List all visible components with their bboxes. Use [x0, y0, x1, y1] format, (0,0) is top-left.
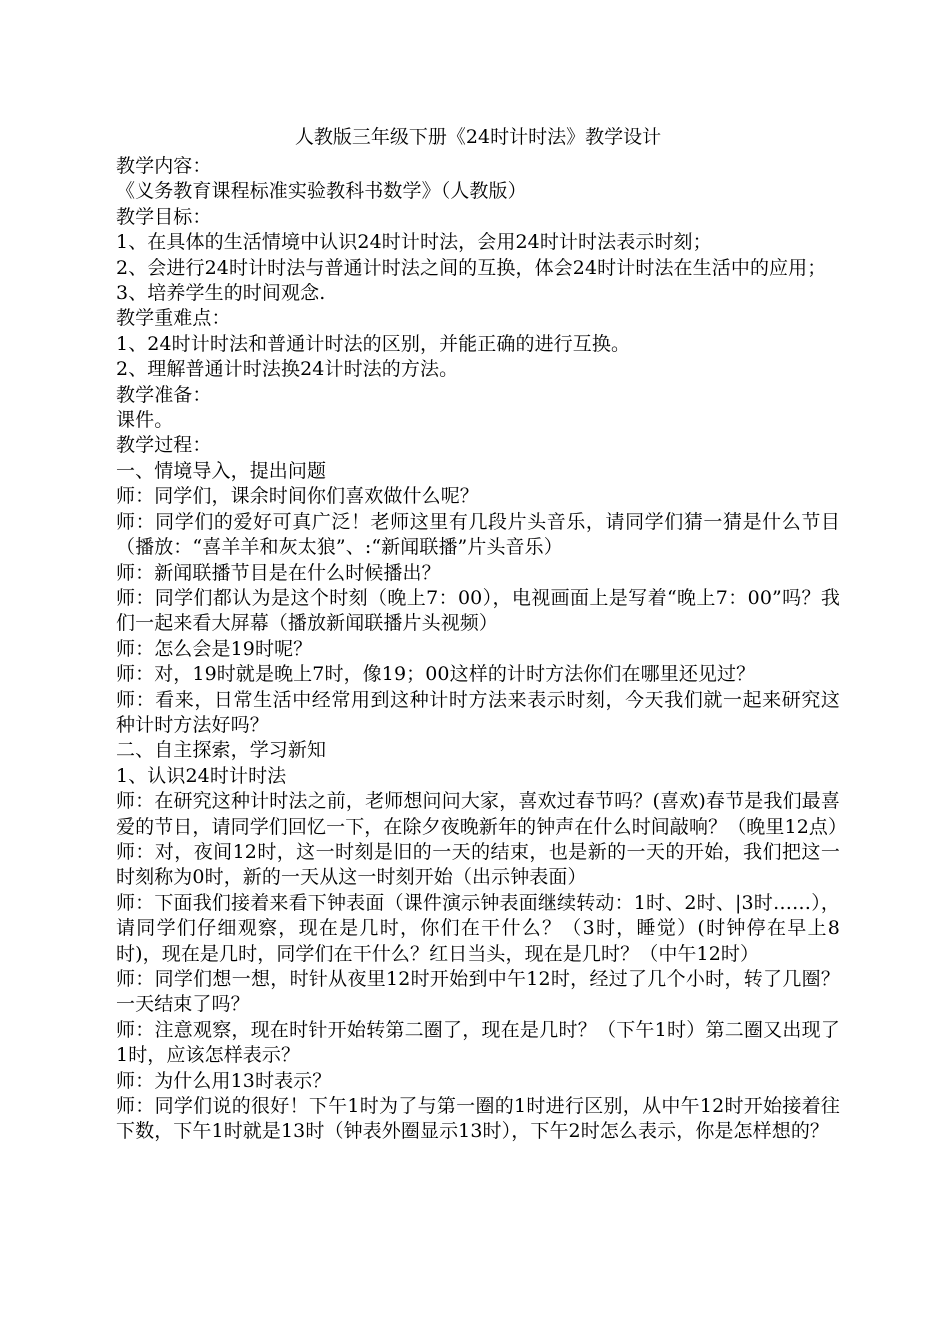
paragraph: 《义务教育课程标准实验教科书数学》（人教版） — [116, 180, 527, 203]
document-page — [116, 123, 848, 1145]
paragraph: 师：注意观察，现在时针开始转第二圈了，现在是几时？（下午1时）第二圈又出现了1时，应该怎样表示？ — [116, 1018, 840, 1067]
paragraph: 师：对，夜间12时，这一时刻是旧的一天的结束，也是新的一天的开始，我们把这一时刻称为0时，新的一天从这一时刻开始（出示钟表面） — [116, 840, 840, 889]
paragraph: 师：同学们说的很好！下午1时为了与第一圈的1时进行区别，从中午12时开始接着往下数，下午1时就是13时（钟表外圈显示13时），下午2时怎么表示，你是怎样想的？ — [116, 1095, 840, 1143]
paragraph: 教学准备： — [116, 383, 212, 406]
paragraph: 1、认识24时计时法 — [116, 764, 287, 787]
paragraph: 教学重难点： — [116, 307, 231, 330]
paragraph: 教学过程： — [116, 434, 212, 457]
paragraph: 师：对，19时就是晚上7时，像19；00这样的计时方法你们在哪里还见过？ — [116, 663, 756, 686]
paragraph: 师：看来，日常生活中经常用到这种计时方法来表示时刻，今天我们就一起来研究这种计时方法好吗？ — [116, 688, 840, 736]
paragraph: 二、自主探索，学习新知 — [116, 739, 327, 762]
paragraph: 师：怎么会是19时呢？ — [116, 637, 313, 660]
paragraph: 一、情境导入，提出问题 — [116, 459, 327, 482]
paragraph: 1、24时计时法和普通计时法的区别，并能正确的进行互换。 — [116, 332, 631, 355]
paragraph: 2、理解普通计时法换24计时法的方法。 — [116, 358, 459, 381]
paragraph: 课件。 — [116, 409, 174, 432]
paragraph: 师：同学们的爱好可真广泛！老师这里有几段片头音乐，请同学们猜一猜是什么节目（播放：“喜羊羊和灰太狼”、:“新闻联播”片头音乐） — [116, 510, 840, 559]
paragraph: 1、在具体的生活情境中认识24时计时法，会用24时计时法表示时刻； — [116, 231, 712, 254]
paragraph: 教学目标： — [116, 205, 212, 228]
document-body — [116, 154, 848, 1145]
paragraph: 师：在研究这种计时法之前，老师想问问大家，喜欢过春节吗？(喜欢)春节是我们最喜爱的节日，请同学们回忆一下，在除夕夜晚新年的钟声在什么时间敲响？（晚里12点） — [116, 790, 848, 838]
paragraph: 师：同学们想一想，时针从夜里12时开始到中午12时，经过了几个小时，转了几圈？一天结束了吗？ — [116, 968, 840, 1016]
paragraph: 师：同学们，课余时间你们喜欢做什么呢？ — [116, 485, 479, 508]
paragraph: 师：新闻联播节目是在什么时候播出？ — [116, 561, 441, 584]
paragraph: 2、会进行24时计时法与普通计时法之间的互换，体会24时计时法在生活中的应用； — [116, 256, 827, 279]
paragraph: 师：为什么用13时表示？ — [116, 1069, 332, 1092]
paragraph: 教学内容： — [116, 155, 212, 177]
paragraph: 3、培养学生的时间观念. — [116, 282, 326, 305]
paragraph: 师：同学们都认为是这个时刻（晚上7：00），电视画面上是写着“晚上7：00”吗？我们一起来看大屏幕（播放新闻联播片头视频） — [116, 586, 840, 635]
paragraph: 师：下面我们接着来看下钟表面（课件演示钟表面继续转动：1时、2时、|3时……），请同学们仔细观察，现在是几时，你们在干什么？（3时，睡觉）(时钟停在早上8时)，现在是几时，同学们在干什么？红日当头，现在是几时？（中午12时） — [116, 891, 840, 965]
document-title: 人教版三年级下册《24时计时法》教学设计 — [294, 126, 662, 148]
